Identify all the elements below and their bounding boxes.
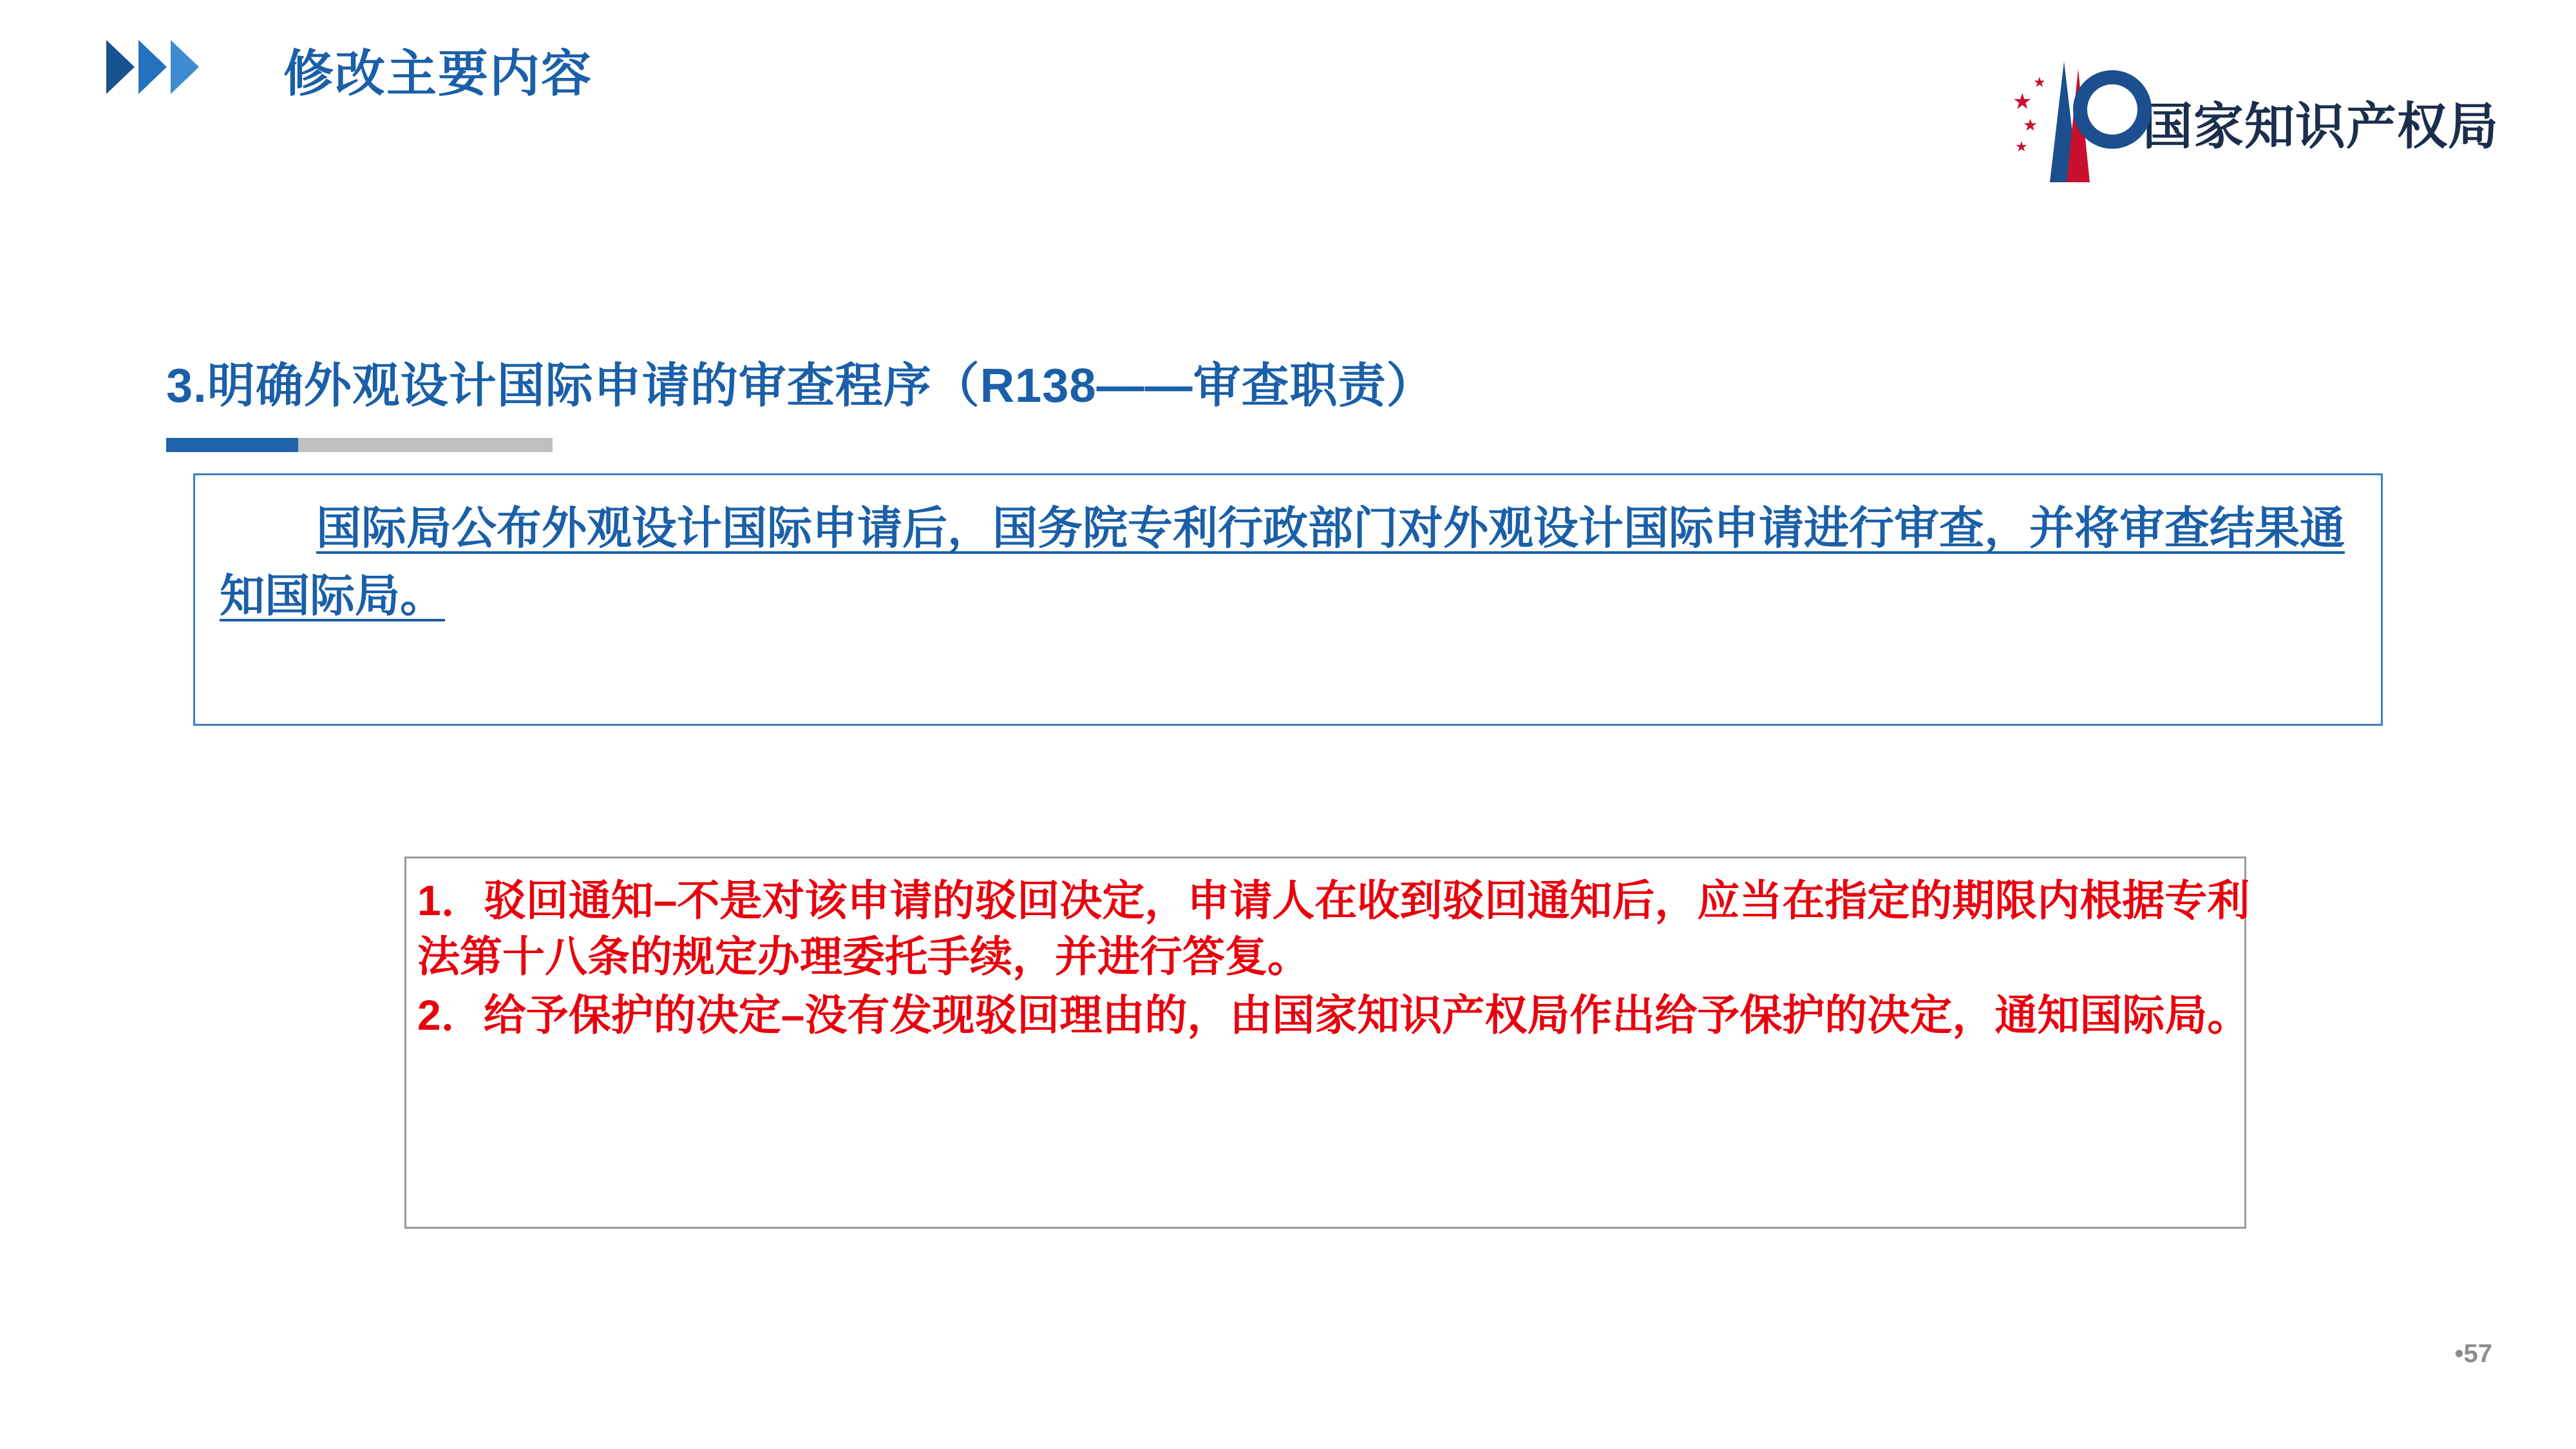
heading-underline-fill	[166, 438, 298, 452]
chevron-3	[171, 40, 199, 94]
cnipa-emblem-icon	[2011, 61, 2127, 184]
double-chevron-right-icon	[106, 40, 199, 94]
star-icon-2: ★	[2022, 115, 2038, 135]
notes-text	[417, 873, 2278, 1046]
slide-header	[0, 0, 2576, 193]
quote-text-underlined: 国际局公布外观设计国际申请后，国务院专利行政部门对外观设计国际申请进行审查，并将审查结果通知国际局。	[220, 503, 2345, 621]
star-icon-3: ★	[2014, 138, 2028, 155]
page-number-bullet: •	[2454, 1340, 2464, 1368]
star-icon-1: ★	[2012, 90, 2032, 114]
note-item-1: 1．驳回通知–不是对该申请的驳回决定，申请人在收到驳回通知后，应当在指定的期限内根据专利法第十八条的规定办理委托手续，并进行答复。	[417, 876, 2250, 981]
quote-text	[220, 495, 2358, 630]
quote-box	[193, 473, 2383, 726]
star-icon-4: ★	[2032, 74, 2046, 90]
page-number	[2454, 1340, 2492, 1368]
chevron-2	[138, 40, 167, 94]
page-title: 修改主要内容	[283, 45, 593, 102]
heading-underline-track	[166, 438, 553, 452]
note-item-2: 2．给予保护的决定–没有发现驳回理由的，由国家知识产权局作出给予保护的决定，通知国际局。	[417, 991, 2250, 1039]
organization-name: 国家知识产权局	[2142, 97, 2499, 156]
emblem-ring	[2073, 70, 2152, 149]
organization-logo	[2011, 61, 2499, 184]
section-heading: 3.明确外观设计国际申请的审查程序（R138——审查职责）	[166, 359, 1435, 412]
chevron-1	[106, 40, 135, 94]
page-number-value: 57	[2463, 1340, 2492, 1368]
